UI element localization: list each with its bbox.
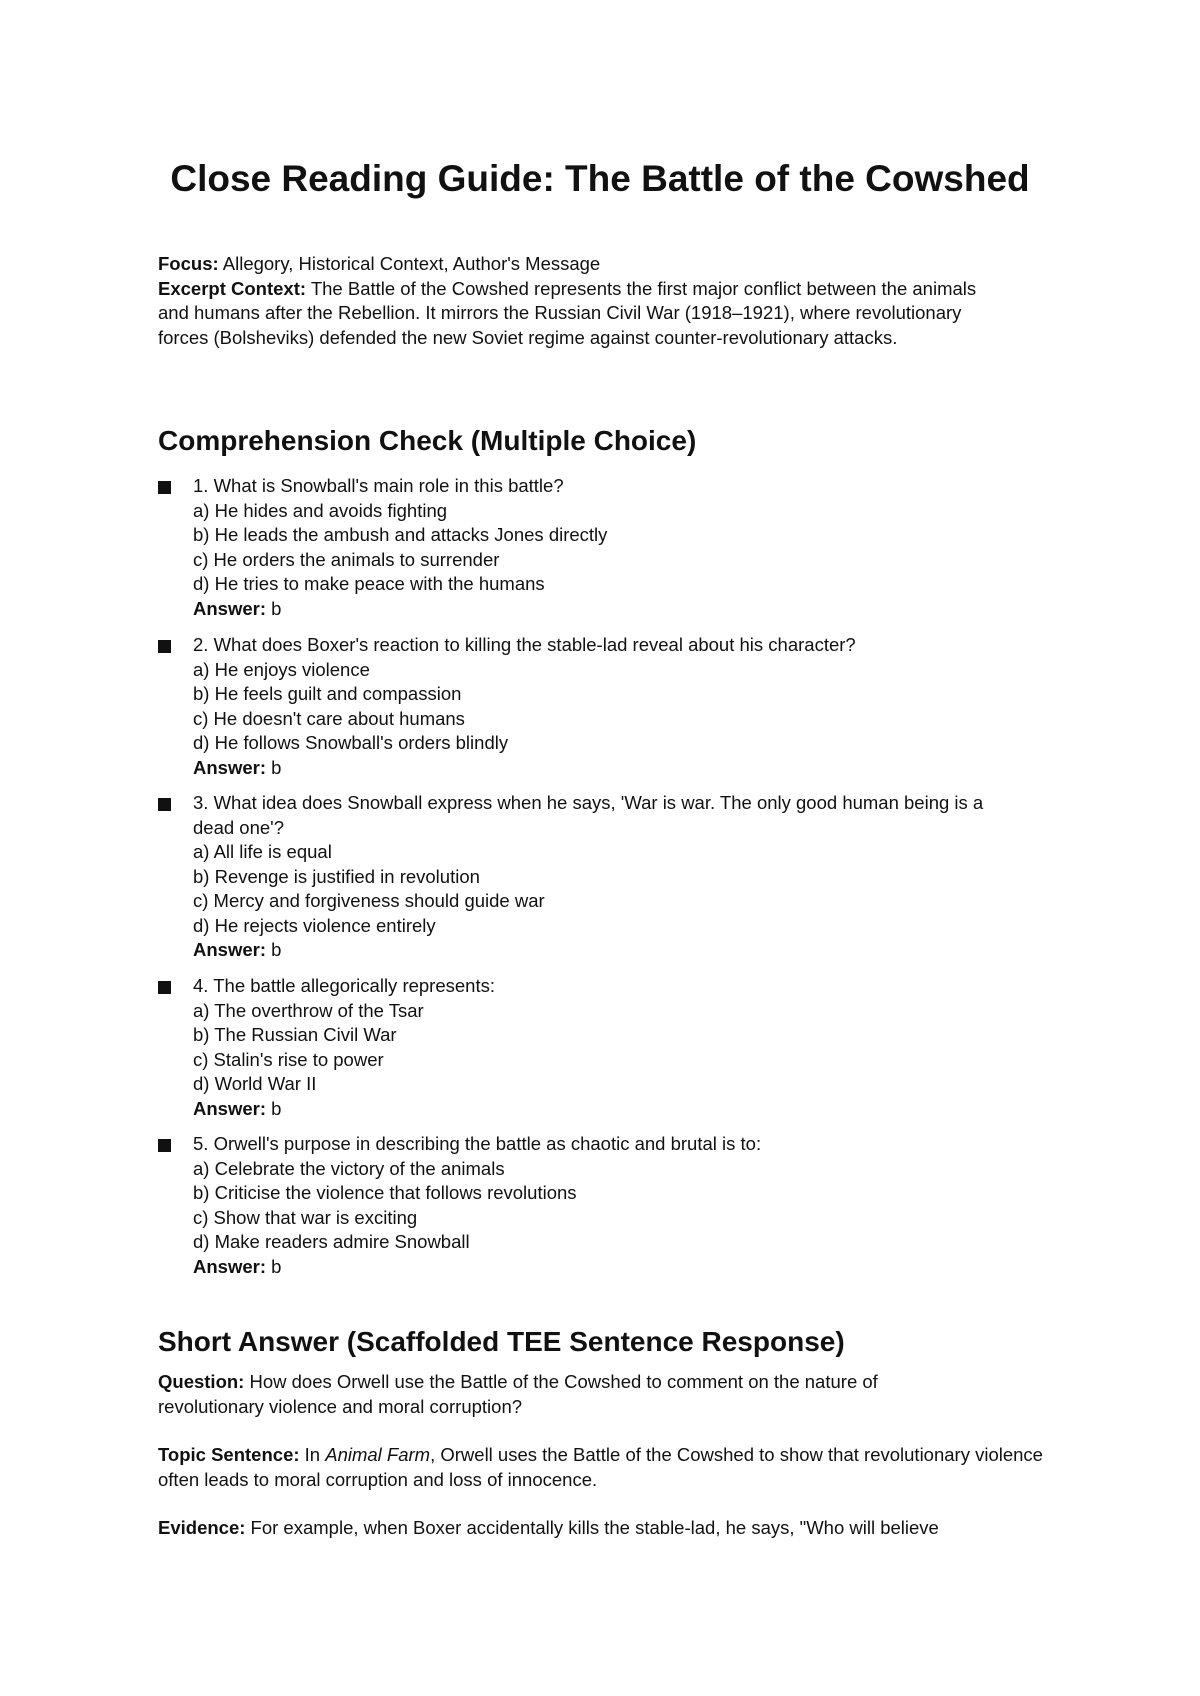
option: b) Criticise the violence that follows revolutions [193, 1182, 577, 1203]
context-text: The Battle of the Cowshed represents the first major conflict between the animals and humans after the Rebellion. It mirrors the Russian Civil War (1918–1921), where revolutionary forces (Bolsheviks) defended the new Soviet regime against counter-revolutionary attacks. [158, 277, 977, 348]
answer-value: b [266, 756, 282, 778]
option: c) He orders the animals to surrender [193, 548, 500, 570]
option: b) The Russian Civil War [193, 1024, 397, 1045]
option: c) Show that war is exciting [193, 1206, 418, 1228]
sa-topic [158, 1443, 1068, 1492]
option: d) He follows Snowball's orders blindly [193, 732, 509, 753]
sa-evidence [158, 1516, 1068, 1541]
focus-line [158, 252, 1058, 277]
question-text: 1. What is Snowball's main role in this battle? [193, 475, 564, 496]
option: d) He rejects violence entirely [193, 914, 436, 936]
sa-question-label: Question: [158, 1371, 245, 1392]
option: a) All life is equal [193, 841, 332, 862]
question-item [158, 474, 1058, 621]
answer-line [193, 1255, 1058, 1280]
focus-text: Allegory, Historical Context, Author's Message [218, 253, 601, 274]
option: b) He feels guilt and compassion [193, 683, 462, 704]
bullet-square-icon [158, 1139, 171, 1152]
question-item [158, 974, 1058, 1121]
answer-label: Answer: [193, 1097, 266, 1119]
answer-label: Answer: [193, 1255, 266, 1277]
option: d) He tries to make peace with the humans [193, 573, 545, 594]
topic-post: , Orwell uses the Battle of the Cowshed to show that revolutionary violence often leads to moral corruption and loss of innocence. [158, 1444, 1043, 1490]
option: d) Make readers admire Snowball [193, 1231, 470, 1252]
question-text: 5. Orwell's purpose in describing the battle as chaotic and brutal is to: [193, 1133, 762, 1154]
option: c) He doesn't care about humans [193, 707, 465, 729]
answer-value: b [266, 939, 282, 960]
option: b) Revenge is justified in revolution [193, 865, 480, 887]
option: a) Celebrate the victory of the animals [193, 1157, 505, 1179]
option: c) Stalin's rise to power [193, 1048, 384, 1070]
sa-heading: Short Answer (Scaffolded TEE Sentence Response) [158, 1326, 845, 1357]
topic-pre: In [299, 1444, 326, 1465]
sa-question [158, 1370, 988, 1419]
answer-value: b [266, 597, 282, 619]
bullet-square-icon [158, 798, 171, 811]
context-line [158, 277, 988, 351]
question-text: 2. What does Boxer's reaction to killing the stable-lad reveal about his character? [193, 634, 856, 655]
question-item [158, 791, 1058, 963]
answer-label: Answer: [193, 597, 266, 619]
topic-italic: Animal Farm [325, 1444, 431, 1465]
meta-block [158, 252, 1058, 350]
answer-line [193, 756, 1058, 781]
bullet-square-icon [158, 481, 171, 494]
bullet-square-icon [158, 640, 171, 653]
question-text: 4. The battle allegorically represents: [193, 975, 495, 996]
question-item [158, 633, 1058, 780]
focus-label: Focus: [158, 253, 219, 274]
sa-question-text: How does Orwell use the Battle of the Cowshed to comment on the nature of revolutionary violence and moral corruption? [158, 1371, 878, 1417]
option: c) Mercy and forgiveness should guide war [193, 890, 545, 911]
answer-value: b [266, 1255, 282, 1277]
question-text: 3. What idea does Snowball express when he says, 'War is war. The only good human being is a dead one'? [193, 792, 984, 838]
context-label: Excerpt Context: [158, 277, 307, 299]
question-item [158, 1132, 1058, 1279]
answer-line [193, 938, 1023, 963]
option: a) The overthrow of the Tsar [193, 999, 424, 1021]
page-title: Close Reading Guide: The Battle of the Cowshed [170, 158, 1030, 199]
option: b) He leads the ambush and attacks Jones directly [193, 524, 608, 545]
evidence-label: Evidence: [158, 1517, 246, 1538]
bullet-square-icon [158, 981, 171, 994]
answer-label: Answer: [193, 756, 266, 778]
evidence-text: For example, when Boxer accidentally kills the stable-lad, he says, "Who will believe [245, 1517, 939, 1538]
option: a) He enjoys violence [193, 658, 370, 680]
answer-line [193, 1097, 1058, 1122]
answer-label: Answer: [193, 939, 266, 960]
topic-label: Topic Sentence: [158, 1444, 300, 1465]
option: d) World War II [193, 1073, 317, 1094]
answer-value: b [266, 1097, 282, 1119]
answer-line [193, 597, 1058, 622]
mc-heading: Comprehension Check (Multiple Choice) [158, 425, 697, 456]
option: a) He hides and avoids fighting [193, 499, 448, 521]
